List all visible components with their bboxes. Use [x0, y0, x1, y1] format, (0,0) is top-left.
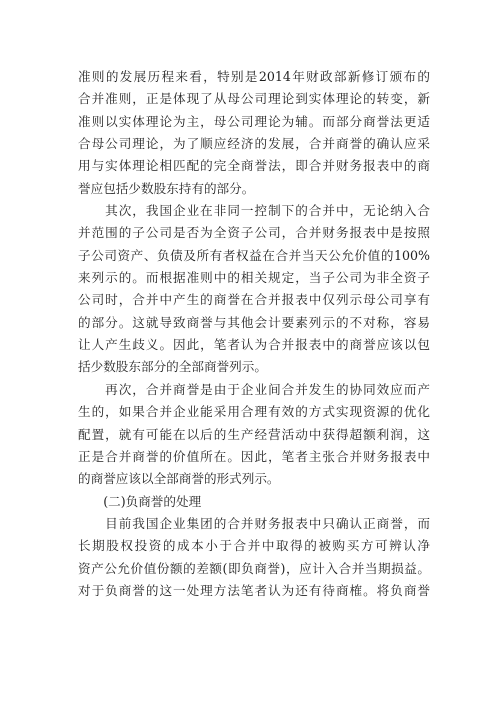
text-line: 公司时，合并中产生的商誉在合并报表中仅列示母公司享有: [78, 292, 430, 308]
text-line: 资产公允价值份额的差额(即负商誉)，应计入合并当期损益。: [78, 560, 430, 576]
text-line: 来列示的。而根据准则中的相关规定，当子公司为非全资子: [78, 270, 430, 286]
text-line: 其次，我国企业在非同一控制下的合并中，无论纳入合: [78, 203, 430, 219]
text-line: 用与实体理论相匹配的完全商誉法，即合并财务报表中的商: [78, 158, 430, 174]
text-line: 合母公司理论，为了顺应经济的发展，合并商誉的确认应采: [78, 136, 430, 152]
text-line: 合并准则，正是体现了从母公司理论到实体理论的转变，新: [78, 91, 430, 107]
text-line: 括少数股东部分的全部商誉列示。: [78, 359, 267, 375]
text-line: 对于负商誉的这一处理方法笔者认为还有待商榷。将负商誉: [78, 582, 430, 598]
text-line: 生的，如果合并企业能采用合理有效的方式实现资源的优化: [78, 404, 430, 420]
text-line: 子公司资产、负债及所有者权益在合并当天公允价值的100%: [78, 247, 430, 263]
text-line: 长期股权投资的成本小于合并中取得的被购买方可辨认净: [78, 538, 430, 554]
text-line: 配置，就有可能在以后的生产经营活动中获得超额利润，这: [78, 426, 430, 442]
text-line: 再次，合并商誉是由于企业间合并发生的协同效应而产: [78, 381, 430, 397]
text-line: 准则的发展历程来看，特别是2014年财政部新修订颁布的: [78, 69, 430, 84]
text-line: 并范围的子公司是否为全资子公司，合并财务报表中是按照: [78, 225, 430, 241]
section-heading: (二)负商誉的处理: [78, 493, 202, 509]
text-line: 让人产生歧义。因此，笔者认为合并报表中的商誉应该以包: [78, 337, 430, 353]
text-line: 的部分。这就导致商誉与其他会计要素列示的不对称，容易: [78, 314, 430, 330]
text-line: 正是合并商誉的价值所在。因此，笔者主张合并财务报表中: [78, 448, 430, 464]
text-line: 准则以实体理论为主，母公司理论为辅。而部分商誉法更适: [78, 113, 430, 129]
text-line: 目前我国企业集团的合并财务报表中只确认正商誉，而: [78, 515, 430, 531]
text-line: 誉应包括少数股东持有的部分。: [78, 180, 255, 196]
body-text: [78, 66, 430, 602]
text-line: 的商誉应该以全部商誉的形式列示。: [78, 471, 280, 487]
